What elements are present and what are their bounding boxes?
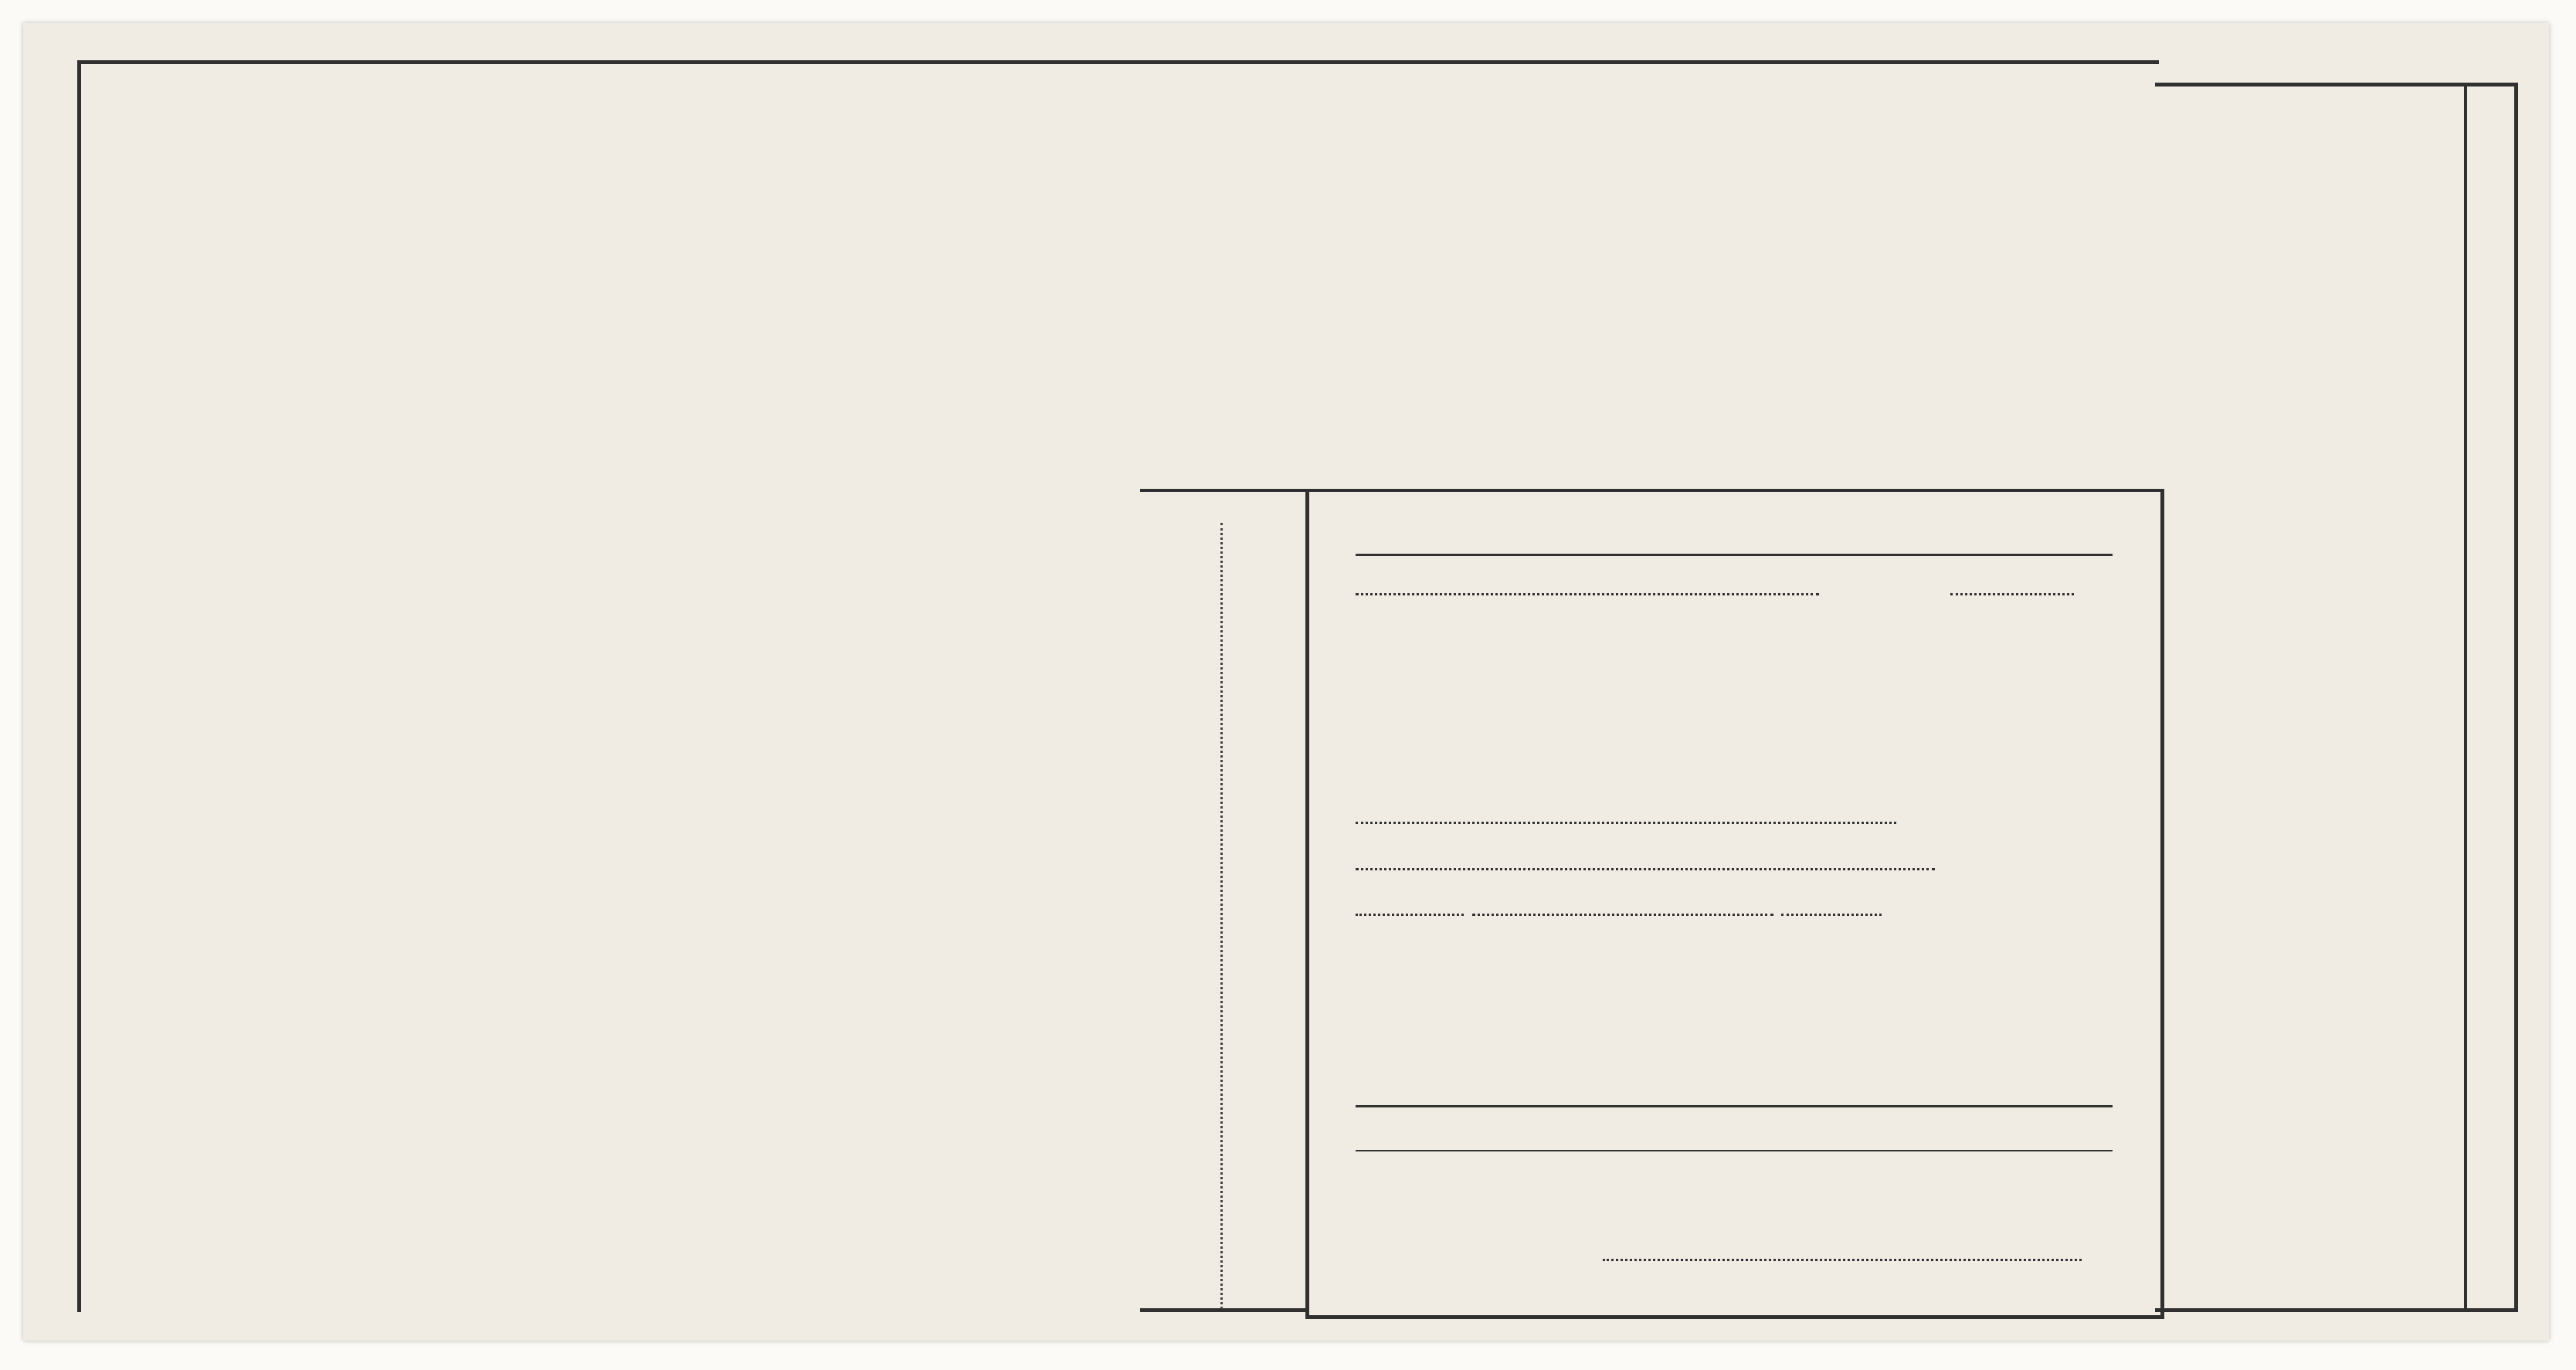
- name-field: [1356, 795, 1896, 833]
- legitymacya-form: [1305, 489, 2164, 1319]
- address-field: [1356, 887, 1882, 924]
- bakery-address: [1224, 1210, 1254, 1303]
- employment-field: [1356, 842, 1935, 879]
- signature-line: [1603, 1259, 2082, 1261]
- header-rule: [1356, 554, 2113, 556]
- bakery-lsp: [1224, 577, 1254, 747]
- l-b-field: [1950, 569, 2074, 603]
- warning-rule-bottom: [1356, 1150, 2113, 1151]
- bread-coupons-top-strip: [77, 60, 2159, 493]
- l-okr-field: [1356, 569, 1819, 603]
- warning-rule: [1356, 1105, 2113, 1107]
- sugar-coupons-column: [2155, 83, 2464, 1312]
- sugar-months-column: [2464, 83, 2518, 1312]
- bread-coupons-lower-block: [77, 475, 1147, 1312]
- bakery-requirement: [1146, 538, 1193, 1311]
- bakery-column: [1140, 489, 1305, 1312]
